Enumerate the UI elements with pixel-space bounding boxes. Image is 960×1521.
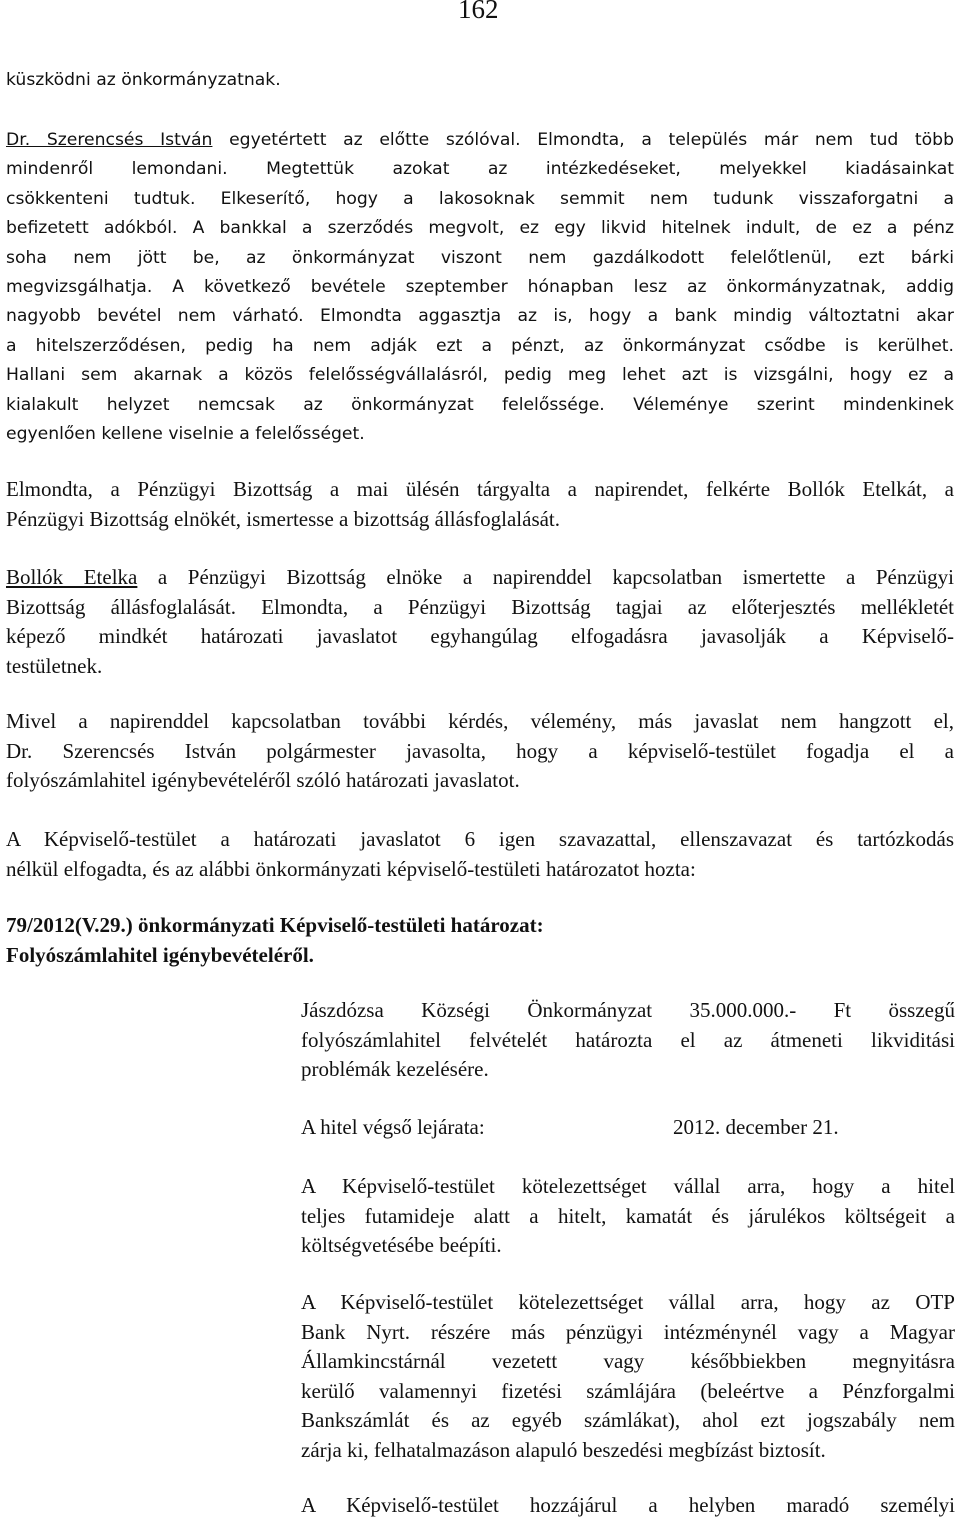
paragraph-line: folyószámlahitel igénybevételéről szóló határozati javaslatot. [6, 768, 520, 792]
paragraph-line: csökkenteni tudtuk. Elkeserítő, hogy a lakosoknak semmit nem tudunk visszaforgatni a [6, 188, 954, 209]
page-number: 162 [458, 0, 499, 24]
paragraph-line: problémák kezelésére. [301, 1057, 489, 1081]
resolution-heading [6, 911, 954, 970]
paragraph-line: zárja ki, felhatalmazáson alapuló beszedési megbízást biztosít. [301, 1437, 826, 1462]
speaker-name: Bollók Etelka [6, 565, 138, 589]
paragraph-line: Pénzügyi Bizottság elnökét, ismertesse a bizottság állásfoglalását. [6, 506, 561, 531]
paragraph-line: teljes futamideje alatt a hitelt, kamatát és járulékos költségeit a [301, 1203, 955, 1228]
paragraph-line: A Képviselő-testület kötelezettséget vállal arra, hogy a hitel [301, 1174, 955, 1198]
paragraph-committee [6, 475, 954, 534]
resolution-item-1 [301, 996, 955, 1085]
paragraph-line: Bollók Etelka a Pénzügyi Bizottság elnöke a napirenddel kapcsolatban ismertette a Pénzügyi [6, 565, 954, 589]
paragraph-line: mindenről lemondani. Megtettük azokat az intézkedéseket, melyekkel kiadásainkat [6, 159, 954, 180]
paragraph-line: nagyobb bevétel nem várható. Elmondta aggasztja az is, hogy a bank mindig változtatni akar [6, 306, 954, 327]
paragraph-proposal [6, 707, 954, 796]
paragraph-line: Bank Nyrt. részére más pénzügyi intézménynél vagy a Magyar [301, 1319, 955, 1344]
loan-maturity-label: A hitel végső lejárata: [301, 1115, 485, 1139]
paragraph-line: befizetett adókból. A bankkal a szerződés megvolt, ez egy likvid hitelnek indult, de ez a pénz [6, 218, 954, 239]
paragraph-line: Hallani sem akarnak a közös felelősségvállalásról, pedig meg lehet azt is vizsgálni, hogy ez a [6, 365, 954, 386]
paragraph-line: kerülő valamennyi fizetési számlájára (beleértve a Pénzforgalmi [301, 1378, 955, 1403]
paragraph-line: nélkül elfogadta, és az alábbi önkormányzati képviselő-testületi határozatot hozta: [6, 856, 696, 881]
paragraph-line: Jászdózsa Községi Önkormányzat 35.000.000.- Ft összegű [301, 998, 955, 1022]
paragraph-line: Bankszámlát és az egyéb számlákat), ahol ezt jogszabály nem [301, 1408, 955, 1432]
paragraph-szerencses [6, 126, 954, 449]
paragraph-line: Elmondta, a Pénzügyi Bizottság a mai ülésén tárgyalta a napirendet, felkérte Bollók Etelkát, a [6, 477, 954, 501]
paragraph-line: folyószámlahitel felvételét határozta el az átmeneti likviditási [301, 1027, 955, 1052]
resolution-title: Folyószámlahitel igénybevételéről. [6, 942, 314, 967]
loan-maturity-value: 2012. december 21. [673, 1115, 839, 1139]
paragraph-line: a hitelszerződésen, pedig ha nem adják ezt a pénzt, az önkormányzat csődbe is kerülhet. [6, 335, 954, 356]
paragraph-line: egyenlően kellene viselnie a felelősséget. [6, 424, 365, 445]
resolution-number: 79/2012(V.29.) önkormányzati Képviselő-testületi határozat: [6, 913, 544, 937]
paragraph-line: képező mindkét határozati javaslatot egyhangúlag elfogadásra javasolják a Képviselő- [6, 624, 954, 648]
paragraph-line: A Képviselő-testület a határozati javaslatot 6 igen szavazattal, ellenszavazat és tartózkodás [6, 827, 954, 851]
paragraph-line: soha nem jött be, az önkormányzat viszont nem gazdálkodott felelőtlenül, ezt bárki [6, 247, 954, 268]
paragraph-line: A Képviselő-testület hozzájárul a helyben maradó személyi [301, 1493, 955, 1517]
paragraph-line: Mivel a napirenddel kapcsolatban további kérdés, vélemény, más javaslat nem hangzott el, [6, 709, 954, 733]
paragraph-line: kialakult helyzet nemcsak az önkormányzat felelőssége. Véleménye szerint mindenkinek [6, 394, 954, 415]
speaker-name: Dr. Szerencsés István [6, 130, 213, 150]
paragraph-line: Dr. Szerencsés István egyetértett az előtte szólóval. Elmondta, a település már nem tud több [6, 130, 954, 150]
paragraph-line: A Képviselő-testület kötelezettséget vállal arra, hogy az OTP [301, 1290, 955, 1314]
paragraph-line: küszködni az önkormányzatnak. [6, 70, 281, 90]
paragraph-vote [6, 825, 954, 884]
resolution-item-3 [301, 1288, 955, 1465]
paragraph-line: költségvetésébe beépíti. [301, 1233, 502, 1257]
paragraph-bollok [6, 563, 954, 681]
paragraph-line: Bizottság állásfoglalását. Elmondta, a Pénzügyi Bizottság tagjai az előterjesztés mellékletét [6, 594, 954, 619]
paragraph-line: Dr. Szerencsés István polgármester javasolta, hogy a képviselő-testület fogadja el a [6, 738, 954, 763]
paragraph-intro [6, 66, 954, 95]
paragraph-line: megvizsgálhatja. A következő bevétele szeptember hónapban lesz az önkormányzatnak, addig [6, 277, 954, 298]
paragraph-line: testületnek. [6, 653, 103, 678]
resolution-item-4 [301, 1491, 955, 1521]
paragraph-line: Államkincstárnál vezetett vagy későbbiekben megnyitásra [301, 1349, 955, 1373]
resolution-item-2 [301, 1172, 955, 1261]
